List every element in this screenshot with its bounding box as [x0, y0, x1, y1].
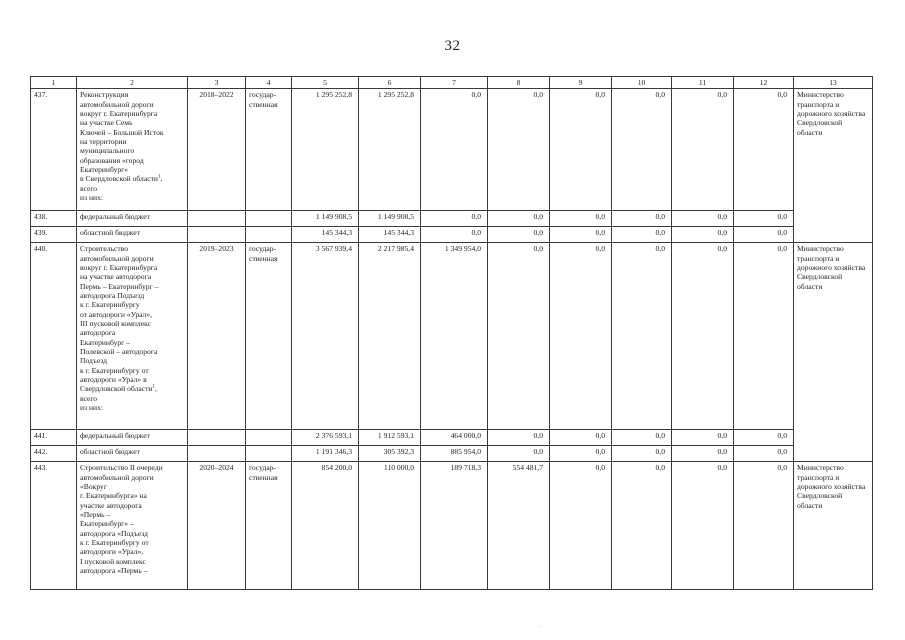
type-cell: государ-ственная: [246, 89, 292, 211]
footnote-mark: 1: [152, 384, 155, 390]
measure-name-line: Подъезд: [80, 356, 108, 366]
measure-name-line: автодороги «Урал» в: [80, 374, 147, 384]
value-cell: 0,0: [734, 446, 794, 462]
header-cell: 9: [550, 77, 612, 89]
value-cell: 0,0: [672, 446, 734, 462]
measure-name-line: Пермь – Екатеринбург –: [80, 281, 159, 291]
measure-name-line: автодорога Подъезд: [80, 290, 145, 300]
measure-name-line: всего: [80, 393, 98, 403]
budget-source: федеральный бюджет: [77, 211, 188, 227]
value-cell: 0,0: [488, 211, 550, 227]
value-cell: 0,0: [734, 211, 794, 227]
measure-name-line: автомобильной дороги: [80, 472, 154, 482]
measure-name-line: Строительство: [80, 244, 128, 254]
measure-name-line: всего: [80, 183, 98, 193]
value-cell: 0,0: [612, 462, 672, 590]
value-cell: 2 376 593,1: [292, 430, 359, 446]
value-cell: 189 718,3: [421, 462, 488, 590]
measure-name-line: Ключей – Большой Исток: [80, 127, 164, 137]
value-cell: 0,0: [550, 211, 612, 227]
page-number: 32: [444, 38, 461, 54]
value-cell: 0,0: [488, 446, 550, 462]
table-row-437: [31, 89, 873, 211]
budget-source: областной бюджет: [77, 227, 188, 243]
value-cell: 0,0: [672, 89, 734, 211]
value-cell: 0,0: [488, 227, 550, 243]
measure-name-line: на участке автодорога: [80, 272, 152, 282]
footnote-mark: 1: [157, 174, 161, 180]
header-cell: 4: [246, 77, 292, 89]
budget-source: федеральный бюджет: [77, 430, 188, 446]
measure-name-line-footnoted: в Свердловской области$^1$,: [80, 174, 163, 184]
table-row-441: [31, 430, 873, 446]
measure-name-line: «Вокруг: [80, 481, 107, 491]
executor-cell: Министерство транспорта и дорожного хозяйства Свердловской области: [794, 243, 873, 462]
value-cell: 0,0: [734, 89, 794, 211]
value-cell: 0,0: [550, 243, 612, 430]
measure-name-line: Строительство II очереди: [80, 463, 163, 473]
value-cell: 0,0: [612, 446, 672, 462]
measure-name-line: вокруг г. Екатеринбурга: [80, 262, 158, 272]
measure-name: [77, 462, 188, 590]
value-cell: 0,0: [672, 462, 734, 590]
header-cell: 12: [734, 77, 794, 89]
type-cell: государ-ственная: [246, 462, 292, 590]
header-cell: 6: [359, 77, 421, 89]
value-cell: 0,0: [550, 446, 612, 462]
value-cell: 1 295 252,8: [292, 89, 359, 211]
budget-table: [30, 76, 873, 590]
table-row-439: [31, 227, 873, 243]
value-cell: 854 200,0: [292, 462, 359, 590]
value-cell: 305 392,3: [359, 446, 421, 462]
header-cell: 10: [612, 77, 672, 89]
measure-name-line: автомобильной дороги: [80, 253, 154, 263]
value-cell: 0,0: [488, 89, 550, 211]
measure-name-line: Екатеринбург –: [80, 337, 130, 347]
measure-name-line: III пусковой комплекс: [80, 318, 151, 328]
header-cell: 2: [77, 77, 188, 89]
measure-name-line: автодорога: [80, 328, 116, 338]
value-cell: 0,0: [672, 430, 734, 446]
measure-name-line: Полевской – автодорога: [80, 346, 158, 356]
value-cell: 1 149 908,5: [359, 211, 421, 227]
row-number: 437.: [31, 89, 77, 211]
table-row-440: [31, 243, 873, 430]
value-cell: 0,0: [672, 227, 734, 243]
header-row: [31, 77, 873, 89]
measure-name-line: г. Екатеринбурга» на: [80, 491, 147, 501]
measure-name-line: образования «город: [80, 155, 144, 165]
measure-name-line: от автодороги «Урал»,: [80, 309, 153, 319]
measure-name-line: из них:: [80, 192, 103, 202]
years-cell: 2020–2024: [188, 462, 246, 590]
header-cell: 1: [31, 77, 77, 89]
measure-name-line: вокруг г. Екатеринбурга: [80, 108, 158, 118]
measure-name-line: к г. Екатеринбургу: [80, 300, 140, 310]
value-cell: 0,0: [550, 89, 612, 211]
empty-cell: [188, 430, 246, 446]
empty-cell: [246, 446, 292, 462]
row-number: 439.: [31, 227, 77, 243]
years-cell: 2019–2023: [188, 243, 246, 430]
measure-name-line: муниципального: [80, 146, 135, 156]
value-cell: 0,0: [550, 227, 612, 243]
value-cell: 464 000,0: [421, 430, 488, 446]
measure-name-line: Екатеринбург» –: [80, 519, 134, 529]
header-cell: 5: [292, 77, 359, 89]
value-cell: 0,0: [734, 243, 794, 430]
value-cell: 0,0: [550, 462, 612, 590]
measure-name-line: I пусковой комплекс: [80, 556, 146, 566]
row-number: 441.: [31, 430, 77, 446]
measure-name-line: автомобильной дороги: [80, 99, 154, 109]
table-row-442: [31, 446, 873, 462]
value-cell: 110 000,0: [359, 462, 421, 590]
executor-cell: Министерство транспорта и дорожного хозяйства Свердловской области: [794, 462, 873, 590]
empty-cell: [246, 211, 292, 227]
value-cell: 2 217 985,4: [359, 243, 421, 430]
value-cell: 0,0: [672, 243, 734, 430]
measure-name-line-footnoted: Свердловской области$^1$,: [80, 384, 157, 394]
value-cell: 0,0: [672, 211, 734, 227]
value-cell: 1 191 346,3: [292, 446, 359, 462]
value-cell: 0,0: [734, 462, 794, 590]
measure-name-line: к г. Екатеринбургу от: [80, 365, 149, 375]
executor-cell: Министерство транспорта и дорожного хозяйства Свердловской области: [794, 89, 873, 243]
measure-name-line: участке автодорога: [80, 500, 142, 510]
measure-name-line: к г. Екатеринбургу от: [80, 537, 149, 547]
value-cell: 0,0: [488, 243, 550, 430]
header-cell: 13: [794, 77, 873, 89]
table-row-438: [31, 211, 873, 227]
header-cell: 3: [188, 77, 246, 89]
value-cell: 885 954,0: [421, 446, 488, 462]
value-cell: 145 344,3: [359, 227, 421, 243]
value-cell: 0,0: [734, 430, 794, 446]
row-number: 443.: [31, 462, 77, 590]
value-cell: 3 567 939,4: [292, 243, 359, 430]
value-cell: 0,0: [612, 227, 672, 243]
value-cell: 554 481,7: [488, 462, 550, 590]
value-cell: 0,0: [612, 430, 672, 446]
empty-cell: [188, 227, 246, 243]
header-cell: 7: [421, 77, 488, 89]
measure-name-line: Екатеринбург»: [80, 164, 129, 174]
value-cell: 0,0: [612, 89, 672, 211]
empty-cell: [246, 227, 292, 243]
empty-cell: [246, 430, 292, 446]
measure-name-line: на участке Семь: [80, 118, 133, 128]
value-cell: 1 349 954,0: [421, 243, 488, 430]
value-cell: 0,0: [488, 430, 550, 446]
years-cell: 2018–2022: [188, 89, 246, 211]
empty-cell: [188, 446, 246, 462]
value-cell: 1 149 908,5: [292, 211, 359, 227]
value-cell: 0,0: [612, 211, 672, 227]
row-number: 438.: [31, 211, 77, 227]
header-cell: 8: [488, 77, 550, 89]
value-cell: 0,0: [550, 430, 612, 446]
measure-name-line: автодорога «Подъезд: [80, 528, 149, 538]
value-cell: 0,0: [421, 211, 488, 227]
measure-name-line: Реконструкция: [80, 90, 129, 100]
value-cell: 1 912 593,1: [359, 430, 421, 446]
scan-speck: ·: [538, 624, 540, 630]
measure-name: [77, 89, 188, 211]
measure-name-line: автодорога «Пермь –: [80, 565, 148, 575]
measure-name-line: из них:: [80, 402, 103, 412]
row-number: 442.: [31, 446, 77, 462]
measure-name-line: автодороги «Урал»,: [80, 547, 144, 557]
value-cell: 145 344,3: [292, 227, 359, 243]
budget-source: областной бюджет: [77, 446, 188, 462]
value-cell: 0,0: [421, 227, 488, 243]
row-number: 440.: [31, 243, 77, 430]
table-row-443: [31, 462, 873, 590]
header-cell: 11: [672, 77, 734, 89]
value-cell: 0,0: [734, 227, 794, 243]
empty-cell: [188, 211, 246, 227]
measure-name: [77, 243, 188, 430]
measure-name-line: «Пермь –: [80, 509, 111, 519]
measure-name-line: на территории: [80, 136, 127, 146]
type-cell: государ-ственная: [246, 243, 292, 430]
value-cell: 1 295 252,8: [359, 89, 421, 211]
value-cell: 0,0: [612, 243, 672, 430]
value-cell: 0,0: [421, 89, 488, 211]
